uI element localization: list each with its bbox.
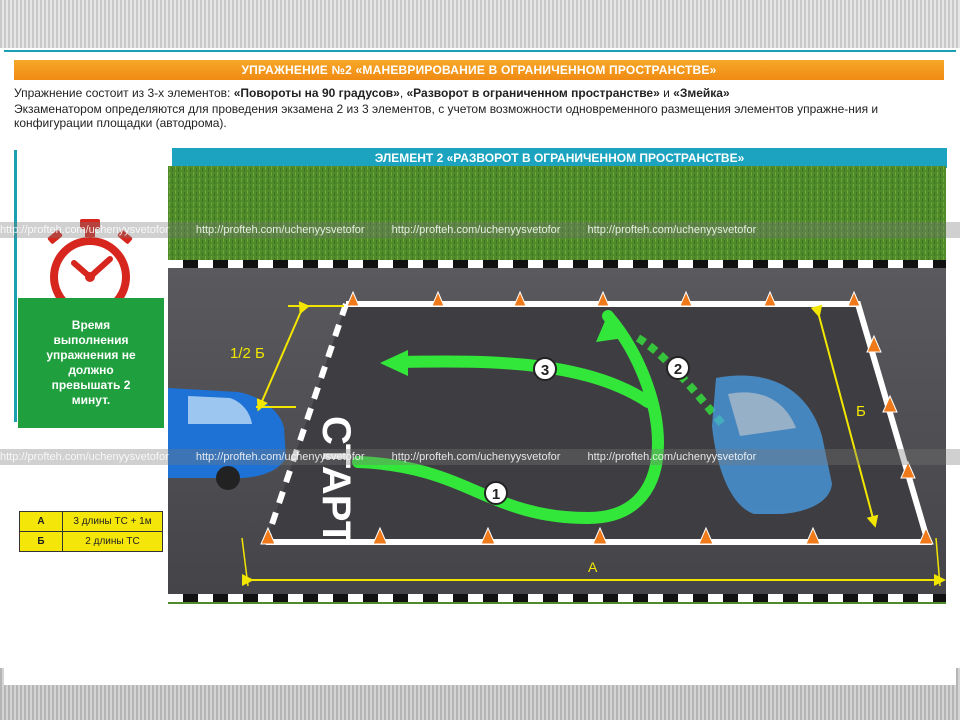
step-1-label: 1	[491, 486, 501, 503]
exercise-title: УПРАЖНЕНИЕ №2 «МАНЕВРИРОВАНИЕ В ОГРАНИЧЕННОМ ПРОСТРАНСТВЕ»	[14, 60, 944, 80]
curb-top	[168, 260, 946, 268]
intro-element-2: «Разворот в ограниченном пространстве»	[406, 86, 660, 100]
dimensions-legend	[19, 511, 163, 552]
a-label: А	[588, 559, 598, 575]
watermark-band-top	[0, 222, 960, 238]
background-stripes-top	[0, 0, 960, 48]
intro-text	[14, 86, 949, 132]
intro-line-2: Экзаменатором определяются для проведения экзамена 2 из 3 элементов, с учетом возможности одновременного размещения элементов упражне-ния и конфигурации площадки (автодрома).	[14, 102, 879, 130]
watermark-text: http://profteh.com/uchenyysvetofor	[391, 451, 561, 463]
start-label: СТАРТ	[314, 416, 358, 546]
intro-sep-2: и	[659, 86, 674, 100]
step-marker-3	[534, 358, 556, 380]
intro-element-3: «Змейка»	[673, 86, 730, 100]
legend-row	[20, 532, 163, 552]
intro-line-1	[14, 86, 949, 100]
watermark-text: http://profteh.com/uchenyysvetofor	[391, 224, 561, 236]
watermark-text: http://profteh.com/uchenyysvetofor	[195, 224, 365, 236]
watermark-band-bottom	[0, 449, 960, 465]
intro-sep-1: ,	[399, 86, 407, 100]
step-marker-2	[667, 357, 689, 379]
watermark-text: http://profteh.com/uchenyysvetofor	[0, 451, 169, 463]
legend-value: 3 длины ТС + 1м	[63, 512, 163, 532]
time-limit-text: Время выполнения упражнения не должно превышать 2 минут.	[46, 318, 136, 407]
watermark-text: http://profteh.com/uchenyysvetofor	[0, 224, 169, 236]
step-marker-1	[485, 482, 507, 504]
time-limit-box	[18, 298, 164, 428]
intro-prefix: Упражнение состоит из 3-х элементов:	[14, 86, 234, 100]
watermark-text: http://profteh.com/uchenyysvetofor	[195, 451, 365, 463]
half-b-label: 1/2 Б	[230, 345, 265, 362]
grass-strip-bottom	[168, 602, 946, 604]
left-accent-rule	[14, 150, 17, 422]
legend-key: А	[20, 512, 63, 532]
curb-bottom	[168, 594, 946, 602]
grass-top	[168, 166, 946, 264]
watermark-text: http://profteh.com/uchenyysvetofor	[587, 224, 757, 236]
legend-row	[20, 512, 163, 532]
intro-element-1: «Повороты на 90 градусов»	[233, 86, 400, 100]
element-title: ЭЛЕМЕНТ 2 «РАЗВОРОТ В ОГРАНИЧЕННОМ ПРОСТРАНСТВЕ»	[172, 148, 947, 168]
step-3-label: 3	[540, 362, 550, 379]
watermark-text: http://profteh.com/uchenyysvetofor	[587, 451, 757, 463]
legend-value: 2 длины ТС	[63, 532, 163, 552]
b-label: Б	[856, 403, 866, 420]
legend-key: Б	[20, 532, 63, 552]
step-2-label: 2	[673, 361, 683, 378]
